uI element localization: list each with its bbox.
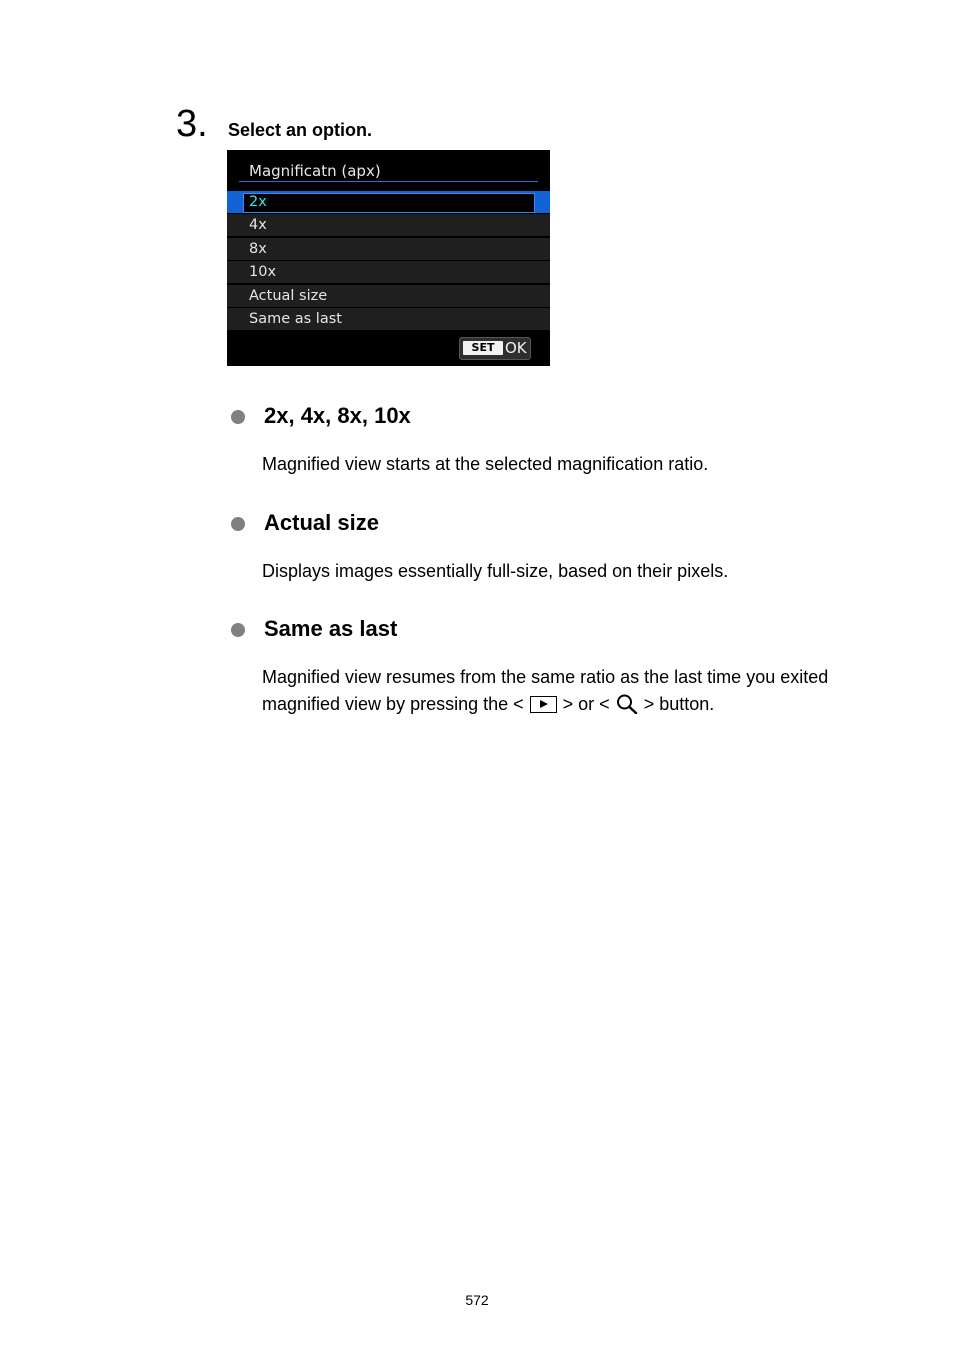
- step-number: 3.: [176, 103, 208, 145]
- description-line-2-start: magnified view by pressing the <: [262, 694, 529, 714]
- camera-menu-screenshot: [227, 150, 550, 366]
- item-title-actual-size: Actual size: [264, 510, 379, 535]
- description-line-1: Magnified view resumes from the same ratio as the last time you exited: [262, 667, 829, 687]
- option-label: 10x: [249, 264, 277, 281]
- option-label: 8x: [249, 240, 267, 257]
- item-description-magnification: Magnified view starts at the selected magnification ratio.: [262, 454, 709, 474]
- option-row-actual-size[interactable]: [227, 285, 550, 307]
- bullet-icon: [231, 517, 245, 531]
- description-line-2-mid: > or <: [557, 694, 615, 714]
- option-row-10x[interactable]: [227, 261, 550, 283]
- step-title: Select an option.: [228, 120, 373, 140]
- item-title-same-as-last: Same as last: [264, 616, 398, 641]
- option-row-2x[interactable]: [227, 191, 550, 213]
- menu-title: Magnificatn (apx): [249, 162, 381, 180]
- option-row-8x[interactable]: [227, 238, 550, 260]
- description-line-2: [262, 691, 902, 718]
- option-label: 4x: [249, 217, 267, 234]
- option-label: 2x: [249, 194, 267, 210]
- page-number: 572: [465, 1292, 489, 1308]
- set-badge: SET: [463, 341, 503, 355]
- option-row-4x[interactable]: [227, 214, 550, 236]
- menu-title-rule: [239, 181, 538, 182]
- item-title-magnification: 2x, 4x, 8x, 10x: [264, 403, 411, 428]
- selection-frame: [243, 193, 535, 213]
- ok-label: OK: [505, 339, 527, 357]
- bullet-icon: [231, 410, 245, 424]
- item-description-actual-size: Displays images essentially full-size, based on their pixels.: [262, 561, 729, 581]
- bullet-icon: [231, 623, 245, 637]
- option-label: Actual size: [249, 287, 328, 304]
- description-line-2-end: > button.: [638, 694, 715, 714]
- option-label: Same as last: [249, 310, 342, 327]
- option-list: [227, 191, 550, 331]
- playback-icon: [530, 696, 557, 713]
- item-description-same-as-last: [262, 664, 902, 718]
- set-ok-button[interactable]: [459, 337, 531, 360]
- magnify-icon: [616, 694, 638, 714]
- option-row-same-as-last[interactable]: [227, 308, 550, 330]
